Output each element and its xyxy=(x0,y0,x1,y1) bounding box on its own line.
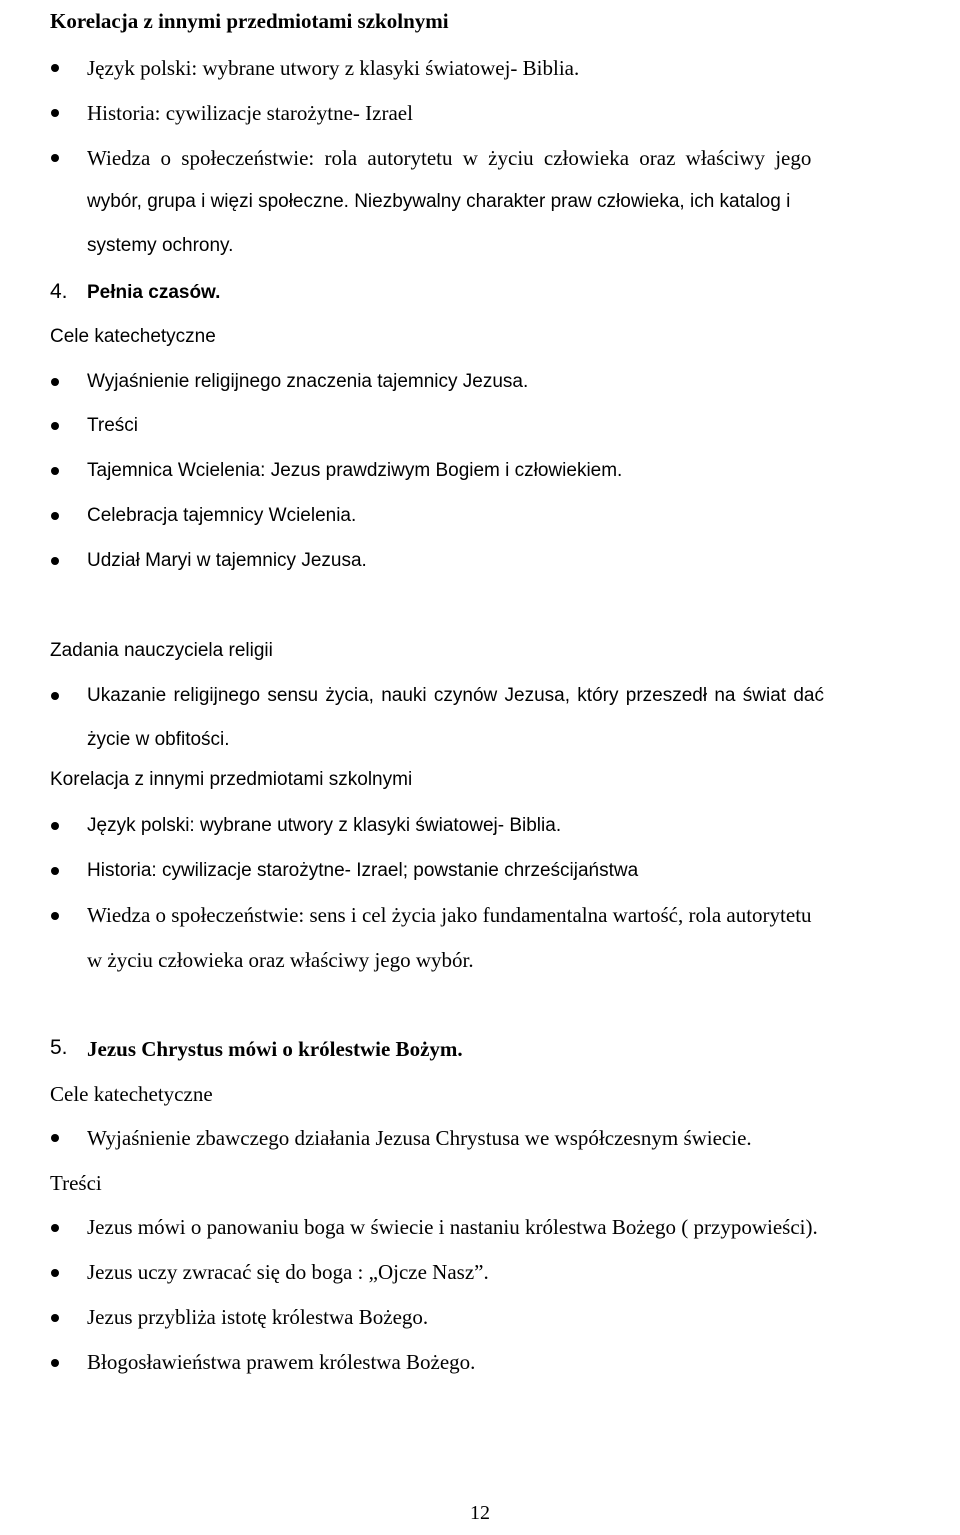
list-item: Tajemnica Wcielenia: Jezus prawdziwym Bogiem i człowiekiem. xyxy=(87,460,623,481)
korelacja-heading: Korelacja z innymi przedmiotami szkolnymi xyxy=(50,9,449,33)
bullet-icon xyxy=(51,378,59,386)
bullet-icon xyxy=(51,64,59,72)
cele-heading: Cele katechetyczne xyxy=(50,326,216,347)
list-item: Historia: cywilizacje starożytne- Izrael; powstanie chrześcijaństwa xyxy=(87,860,639,881)
bullet-icon xyxy=(51,1314,59,1322)
tresci-heading: Treści xyxy=(87,415,139,436)
list-item: Wyjaśnienie zbawczego działania Jezusa Chrystusa we współczesnym świecie. xyxy=(87,1126,752,1150)
list-item-continuation: systemy ochrony. xyxy=(87,235,234,256)
bullet-icon xyxy=(51,1359,59,1367)
bullet-icon xyxy=(51,1134,59,1142)
list-item: Język polski: wybrane utwory z klasyki światowej- Biblia. xyxy=(87,815,562,836)
bullet-icon xyxy=(51,822,59,830)
topic-title: Pełnia czasów. xyxy=(87,282,221,303)
korelacja-heading: Korelacja z innymi przedmiotami szkolnymi xyxy=(50,769,413,790)
list-item: Wiedza o społeczeństwie: rola autorytetu w życiu człowieka oraz właściwy jego xyxy=(87,146,812,170)
bullet-icon xyxy=(51,912,59,920)
list-item: Jezus uczy zwracać się do boga : „Ojcze Nasz”. xyxy=(87,1260,489,1284)
bullet-icon xyxy=(51,422,59,430)
list-item: Język polski: wybrane utwory z klasyki światowej- Biblia. xyxy=(87,56,580,80)
list-item-continuation: w życiu człowieka oraz właściwy jego wybór. xyxy=(87,948,474,972)
bullet-icon xyxy=(51,692,59,700)
bullet-icon xyxy=(51,512,59,520)
topic-number: 5. xyxy=(50,1036,68,1059)
bullet-icon xyxy=(51,1224,59,1232)
list-item: Jezus przybliża istotę królestwa Bożego. xyxy=(87,1305,429,1329)
list-item-continuation: życie w obfitości. xyxy=(87,729,230,750)
topic-number: 4. xyxy=(50,280,68,303)
bullet-icon xyxy=(51,109,59,117)
list-item: Wyjaśnienie religijnego znaczenia tajemnicy Jezusa. xyxy=(87,371,529,392)
tresci-heading: Treści xyxy=(50,1171,102,1195)
list-item-continuation: wybór, grupa i więzi społeczne. Niezbywalny charakter praw człowieka, ich katalog i xyxy=(87,191,791,212)
list-item: Ukazanie religijnego sensu życia, nauki czynów Jezusa, który przeszedł na świat dać xyxy=(87,685,824,706)
bullet-icon xyxy=(51,557,59,565)
list-item: Historia: cywilizacje starożytne- Izrael xyxy=(87,101,413,125)
bullet-icon xyxy=(51,154,59,162)
page-number: 12 xyxy=(470,1502,490,1524)
list-item: Udział Maryi w tajemnicy Jezusa. xyxy=(87,550,367,571)
list-item: Celebracja tajemnicy Wcielenia. xyxy=(87,505,357,526)
zadania-heading: Zadania nauczyciela religii xyxy=(50,640,273,661)
list-item: Jezus mówi o panowaniu boga w świecie i nastaniu królestwa Bożego ( przypowieści). xyxy=(87,1215,818,1239)
bullet-icon xyxy=(51,467,59,475)
list-item: Błogosławieństwa prawem królestwa Bożego. xyxy=(87,1350,476,1374)
list-item: Wiedza o społeczeństwie: sens i cel życia jako fundamentalna wartość, rola autorytetu xyxy=(87,903,812,927)
bullet-icon xyxy=(51,1269,59,1277)
topic-title: Jezus Chrystus mówi o królestwie Bożym. xyxy=(87,1037,463,1061)
bullet-icon xyxy=(51,867,59,875)
cele-heading: Cele katechetyczne xyxy=(50,1082,213,1106)
